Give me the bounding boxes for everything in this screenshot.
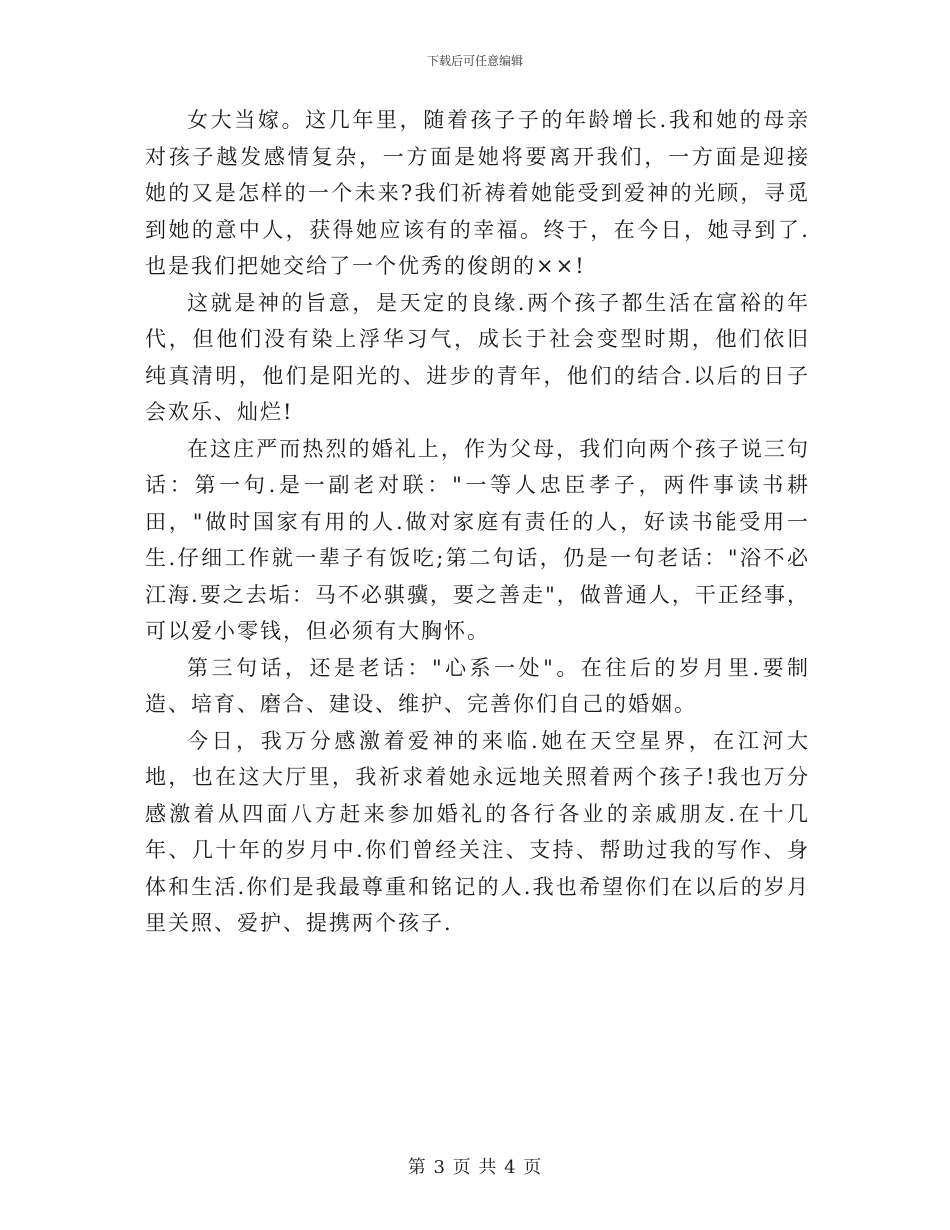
page-number: 第 3 页 共 4 页 — [407, 1157, 543, 1178]
paragraph: 今日，我万分感激着爱神的来临.她在天空星界，在江河大地，也在这大厅里，我祈求着她永远地关照着两个孩子!我也万分感激着从四面八方赶来参加婚礼的各行各业的亲戚朋友.在十几年、几十年的岁月中.你们曾经关注、支持、帮助过我的写作、身体和生活.你们是我最尊重和铭记的人.我也希望你们在以后的岁月里关照、爱护、提携两个孩子. — [145, 728, 810, 935]
paragraph: 在这庄严而热烈的婚礼上，作为父母，我们向两个孩子说三句话：第一句.是一副老对联："一等人忠臣孝子，两件事读书耕田，"做时国家有用的人.做对家庭有责任的人，好读书能受用一生.仔细工作就一辈子有饭吃;第二句话，仍是一句老话："浴不必江海.要之去垢：马不必骐骥，要之善走"，做普通人，干正经事，可以爱小零钱，但必须有大胸怀。 — [145, 436, 810, 643]
paragraph: 这就是神的旨意，是天定的良缘.两个孩子都生活在富裕的年代，但他们没有染上浮华习气，成长于社会变型时期，他们依旧纯真清明，他们是阳光的、进步的青年，他们的结合.以后的日子会欢乐、灿烂! — [145, 290, 810, 424]
paragraph: 第三句话，还是老话："心系一处"。在往后的岁月里.要制造、培育、磨合、建设、维护、完善你们自己的婚姻。 — [145, 655, 810, 716]
document-body — [145, 102, 810, 942]
page-header: 下载后可任意编辑 — [426, 54, 523, 68]
paragraph: 女大当嫁。这几年里，随着孩子子的年龄增长.我和她的母亲对孩子越发感情复杂，一方面是她将要离开我们，一方面是迎接她的又是怎样的一个未来?我们祈祷着她能受到爱神的光顾，寻觅到她的意中人，获得她应该有的幸福。终于，在今日，她寻到了.也是我们把她交给了一个优秀的俊朗的××! — [145, 108, 810, 278]
